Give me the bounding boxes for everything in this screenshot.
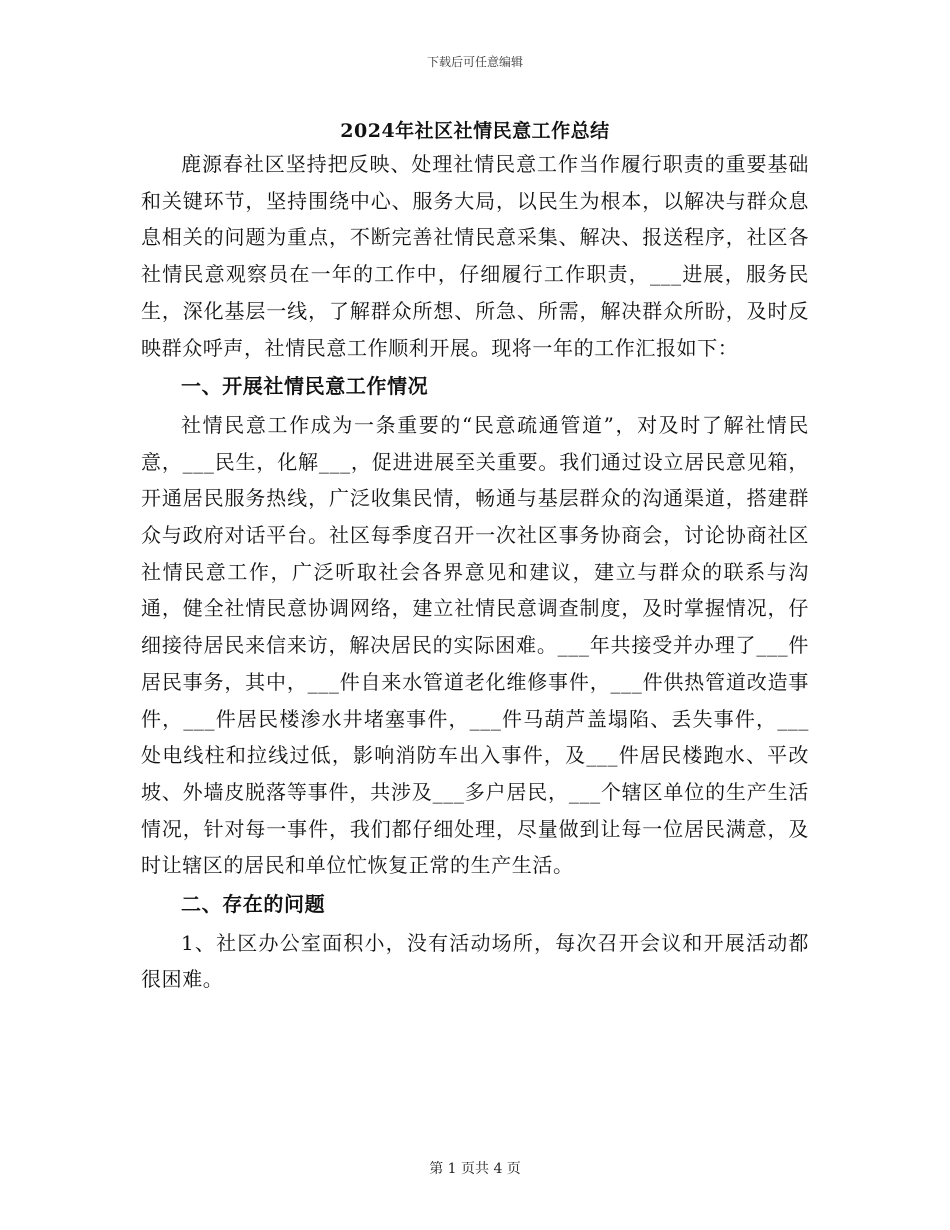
intro-paragraph: 鹿源春社区坚持把反映、处理社情民意工作当作履行职责的重要基础和关键环节，坚持围绕中心、服务大局，以民生为根本，以解决与群众息息相关的问题为重点，不断完善社情民意采集、解决、报送程序，社区各社情民意观察员在一年的工作中，仔细履行工作职责，___进展，服务民生，深化基层一线，了解群众所想、所急、所需，解决群众所盼，及时反映群众呼声，社情民意工作顺利开展。现将一年的工作汇报如下：	[141, 152, 809, 360]
document-body	[141, 146, 809, 998]
section-1-paragraph: 社情民意工作成为一条重要的“民意疏通管道”，对及时了解社情民意，___民生，化解___，促进进展至关重要。我们通过设立居民意见箱，开通居民服务热线，广泛收集民情，畅通与基层群众的沟通渠道，搭建群众与政府对话平台。社区每季度召开一次社区事务协商会，讨论协商社区社情民意工作，广泛听取社会各界意见和建议，建立与群众的联系与沟通，健全社情民意协调网络，建立社情民意调查制度，及时掌握情况，仔细接待居民来信来访，解决居民的实际困难。___年共接受并办理了___件居民事务，其中，___件自来水管道老化维修事件，___件供热管道改造事件，___件居民楼渗水井堵塞事件，___件马葫芦盖塌陷、丢失事件，___处电线柱和拉线过低，影响消防车出入事件，及___件居民楼跑水、平改坡、外墙皮脱落等事件，共涉及___多户居民，___个辖区单位的生产生活情况，针对每一事件，我们都仔细处理，尽量做到让每一位居民满意，及时让辖区的居民和单位忙恢复正常的生产生活。	[141, 412, 809, 878]
section-heading-2: 二、存在的问题	[181, 892, 326, 917]
page-number: 第 1 页共 4 页	[429, 1161, 521, 1177]
problem-item-1: 1、社区办公室面积小，没有活动场所，每次召开会议和开展活动都很困难。	[141, 930, 809, 992]
header-note: 下载后可任意编辑	[426, 55, 523, 69]
document-title: 2024年社区社情民意工作总结	[340, 120, 610, 142]
section-heading-1: 一、开展社情民意工作情况	[181, 374, 429, 399]
